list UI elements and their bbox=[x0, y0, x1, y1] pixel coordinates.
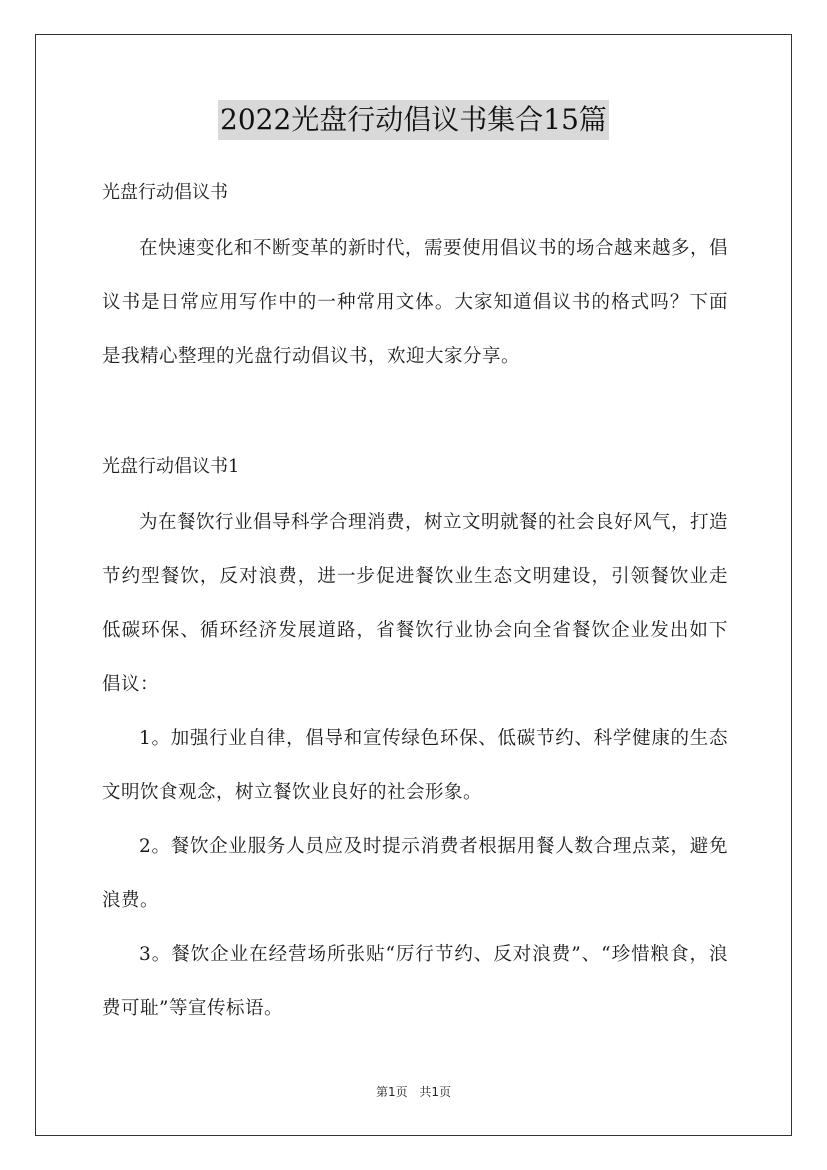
section1-paragraph-4: 3。餐饮企业在经营场所张贴“厉行节约、反对浪费”、“珍惜粮食，浪费可耻”等宣传标语。 bbox=[102, 944, 728, 1019]
page-number-total: 共1页 bbox=[419, 1085, 452, 1099]
document-title: 2022光盘行动倡议书集合15篇 bbox=[218, 100, 609, 140]
section1-paragraph-3: 2。餐饮企业服务人员应及时提示消费者根据用餐人数合理点菜，避免浪费。 bbox=[102, 836, 728, 911]
page-footer bbox=[0, 1082, 827, 1102]
document-body bbox=[102, 164, 728, 1036]
intro-heading: 光盘行动倡议书 bbox=[102, 182, 228, 203]
title-container bbox=[0, 100, 827, 140]
section1-paragraph-1: 为在餐饮行业倡导科学合理消费，树立文明就餐的社会良好风气，打造节约型餐饮，反对浪费，进一步促进餐饮业生态文明建设，引领餐饮业走低碳环保、循环经济发展道路，省餐饮行业协会向全省餐饮企业发出如下倡议： bbox=[102, 512, 729, 695]
section-spacer bbox=[102, 384, 728, 438]
section1-paragraph-2: 1。加强行业自律，倡导和宣传绿色环保、低碳节约、科学健康的生态文明饮食观念，树立餐饮业良好的社会形象。 bbox=[102, 728, 728, 803]
page-number-current: 第1页 bbox=[375, 1085, 408, 1099]
section1-heading: 光盘行动倡议书1 bbox=[102, 456, 240, 477]
intro-paragraph: 在快速变化和不断变革的新时代，需要使用倡议书的场合越来越多，倡议书是日常应用写作中的一种常用文体。大家知道倡议书的格式吗？下面是我精心整理的光盘行动倡议书，欢迎大家分享。 bbox=[102, 238, 729, 367]
